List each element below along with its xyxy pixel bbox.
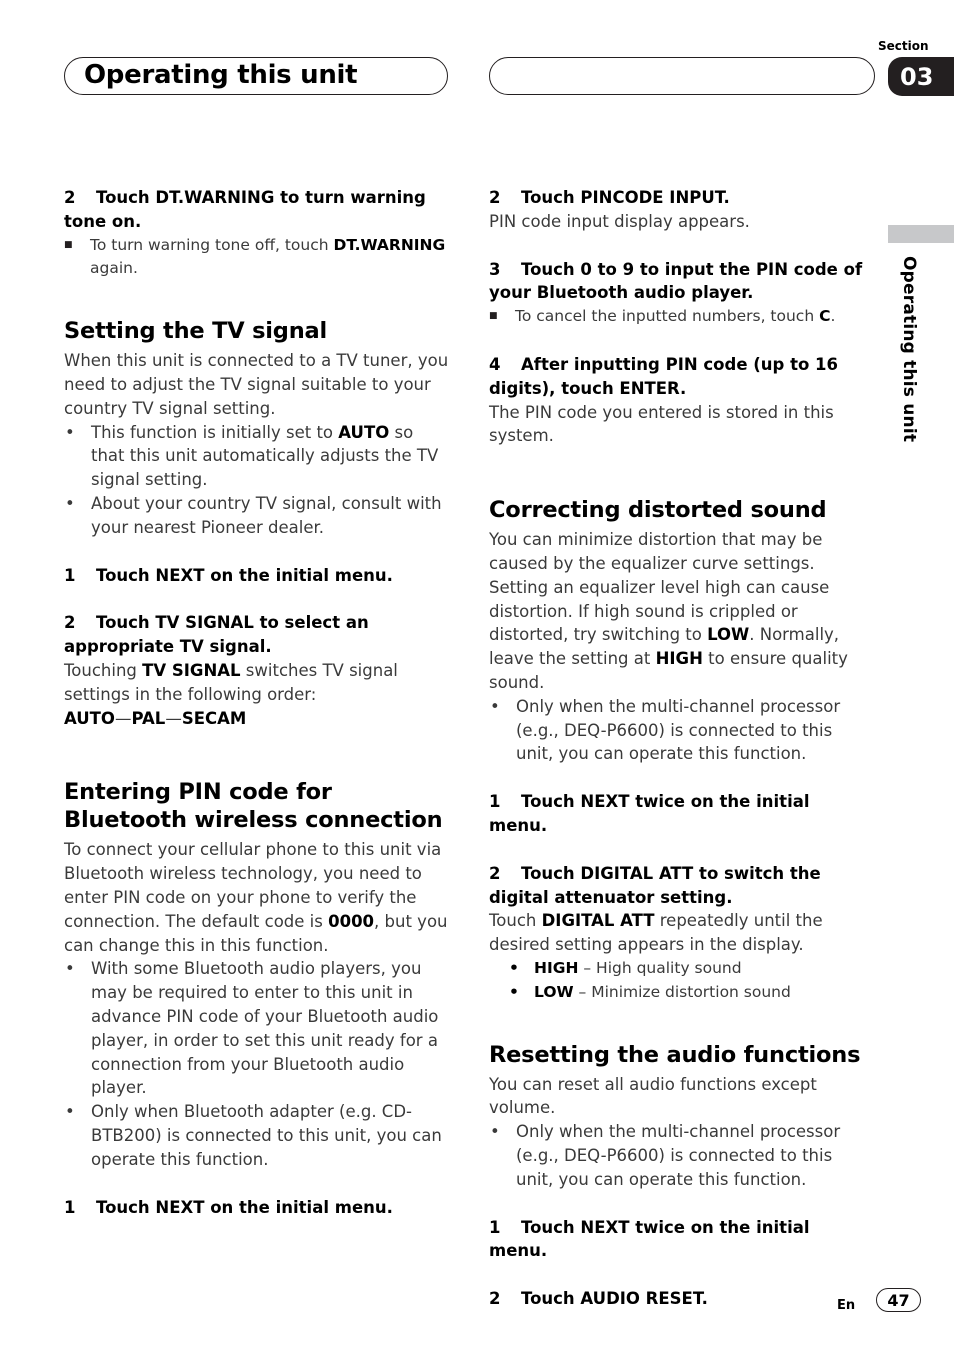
bullet-icon: • — [490, 1122, 500, 1142]
note: ■ To turn warning tone off, touch DT.WARNING again. — [64, 234, 450, 282]
bullet-icon: • — [65, 959, 75, 979]
header-blank-frame — [489, 57, 875, 95]
list-item: • Only when Bluetooth adapter (e.g. CD-BTB200) is connected to this unit, you can operate this function. — [64, 1100, 450, 1171]
list-item: • LOW – Minimize distortion sound — [509, 981, 873, 1005]
step: 1 Touch NEXT on the initial menu. — [64, 565, 393, 585]
step: 1 Touch NEXT twice on the initial menu. — [489, 792, 810, 835]
step: 2 Touch AUDIO RESET. — [489, 1289, 708, 1309]
note: ■ To cancel the inputted numbers, touch C. — [489, 305, 873, 329]
side-tab-label: Operating this unit — [899, 256, 919, 443]
section-heading: Correcting distorted sound — [489, 497, 827, 524]
section-heading: Setting the TV signal — [64, 318, 328, 345]
paragraph: You can minimize distortion that may be caused by the equalizer curve settings. Setting an equalizer level high can cause distortion. If high sound is crippled or distorted, try switching to LOW. Normally, leave the setting at HIGH to ensure quality sound. — [489, 530, 848, 692]
bullet-icon: • — [509, 958, 519, 977]
page-number-badge — [876, 1288, 921, 1312]
list-item: • About your country TV signal, consult with your nearest Pioneer dealer. — [64, 492, 450, 540]
section-number: 03 — [900, 62, 934, 91]
bullet-list — [489, 695, 873, 766]
bullet-icon: • — [490, 696, 500, 716]
bullet-icon: • — [65, 493, 75, 513]
section-label: Section — [878, 39, 929, 53]
list-item: • Only when the multi-channel processor (e.g., DEQ-P6600) is connected to this unit, you can operate this function. — [489, 1120, 873, 1191]
paragraph: You can reset all audio functions except volume. — [489, 1074, 817, 1118]
right-column — [489, 186, 873, 1311]
bullet-list — [489, 1120, 873, 1191]
paragraph: To connect your cellular phone to this unit via Bluetooth wireless technology, you need to enter PIN code on your phone to verify the connection. The default code is 0000, but you can change this in this function. — [64, 840, 448, 955]
step: 2 Touch TV SIGNAL to select an appropriate TV signal. — [64, 613, 369, 657]
page-title: Operating this unit — [84, 60, 358, 90]
bullet-icon: • — [65, 1102, 75, 1122]
paragraph: When this unit is connected to a TV tuner, you need to adjust the TV signal suitable to your country TV signal setting. — [64, 351, 449, 418]
bullet-list — [64, 421, 450, 540]
page-number: 47 — [887, 1290, 910, 1310]
paragraph: PIN code input display appears. — [489, 211, 750, 231]
side-tab-marker — [888, 225, 954, 243]
step: 3 Touch 0 to 9 to input the PIN code of your Bluetooth audio player. — [489, 259, 863, 303]
list-item: • HIGH – High quality sound — [509, 957, 873, 981]
list-item: • With some Bluetooth audio players, you may be required to enter to this unit in advance PIN code of your Bluetooth audio player, in order to set this unit ready for a connection from your Bluetooth audio player. — [64, 957, 450, 1100]
bullet-list — [64, 957, 450, 1171]
paragraph: The PIN code you entered is stored in this system. — [489, 402, 834, 446]
language-label: En — [837, 1298, 856, 1313]
signal-order: AUTO—PAL—SECAM — [64, 708, 247, 728]
step: 2 Touch DT.WARNING to turn warning tone on. — [64, 188, 426, 231]
step: 4 After inputting PIN code (up to 16 digits), touch ENTER. — [489, 354, 839, 398]
list-item: • This function is initially set to AUTO so that this unit automatically adjusts the TV signal setting. — [64, 421, 450, 492]
paragraph: Touching TV SIGNAL switches TV signal settings in the following order: — [64, 660, 398, 704]
list-item: • Only when the multi-channel processor (e.g., DEQ-P6600) is connected to this unit, you can operate this function. — [489, 695, 873, 766]
option-list — [489, 957, 873, 1005]
left-column — [64, 186, 450, 1219]
square-bullet-icon: ■ — [64, 239, 73, 250]
paragraph: Touch DIGITAL ATT repeatedly until the desired setting appears in the display. — [489, 911, 823, 955]
square-bullet-icon: ■ — [489, 311, 498, 322]
step: 1 Touch NEXT twice on the initial menu. — [489, 1217, 810, 1261]
step: 1 Touch NEXT on the initial menu. — [64, 1197, 393, 1217]
section-heading: Resetting the audio functions — [489, 1041, 861, 1068]
bullet-icon: • — [65, 422, 75, 442]
step: 2 Touch PINCODE INPUT. — [489, 188, 730, 207]
step: 2 Touch DIGITAL ATT to switch the digital attenuator setting. — [489, 863, 821, 907]
section-number-badge — [888, 57, 954, 96]
section-heading: Entering PIN code for Bluetooth wireless connection — [64, 779, 443, 834]
bullet-icon: • — [509, 982, 519, 1001]
